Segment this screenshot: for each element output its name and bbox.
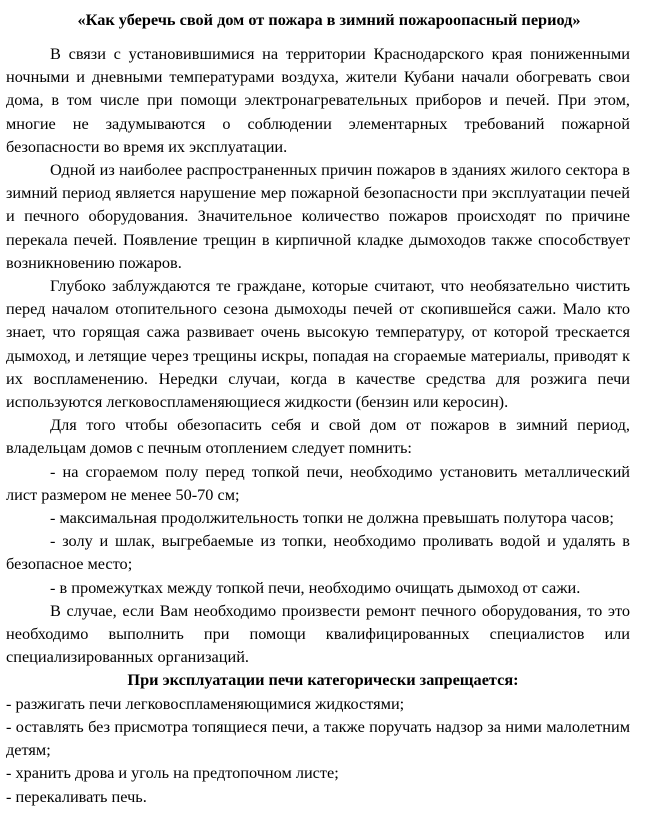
paragraph-causes: Одной из наиболее распространенных причин пожаров в зданиях жилого сектора в зимний период является нарушение мер пожарной безопасности при эксплуатации печей и печного оборудования. Значительное количество пожаров происходят по причине перекала печей. Появление трещин в кирпичной кладке дымоходов также способствует возникновению пожаров. — [6, 160, 630, 272]
rule-chimney: - в промежутках между топкой печи, необходимо очищать дымоход от сажи. — [50, 577, 581, 597]
paragraph-repair: В случае, если Вам необходимо произвести ремонт печного оборудования, то это необходимо выполнить при помощи квалифицированных специалистов или специализированных организаций. — [6, 600, 630, 667]
prohibited-item-liquids: - разжигать печи легковоспламеняющимися жидкостями; — [6, 693, 405, 713]
paragraph-soot: Глубоко заблуждаются те граждане, которые считают, что необязательно чистить перед началом отопительного сезона дымоходы печей от скопившейся сажи. Мало кто знает, что горящая сажа развивает очень высокую температуру, от которой трескается дымоход, и летящие через трещины искры, попадая на сгораемые материалы, приводят к их воспламенению. Нередки случаи, когда в качестве средства для розжига печи используются легковоспламеняющиеся жидкости (бензин или керосин). — [6, 276, 630, 412]
paragraph-remember: Для того чтобы обезопасить себя и свой дом от пожаров в зимний период, владельцам домов с печным отоплением следует помнить: — [6, 415, 630, 458]
rule-metal-sheet: - на сгораемом полу перед топкой печи, необходимо установить металлический лист размером не менее 50-70 см; — [6, 461, 630, 504]
prohibited-heading: При эксплуатации печи категорически запрещается: — [127, 670, 519, 690]
prohibited-item-unattended: - оставлять без присмотра топящиеся печи, а также поручать надзор за ними малолетним детям; — [6, 716, 630, 760]
prohibited-item-firewood: - хранить дрова и уголь на предтопочном листе; — [6, 763, 339, 783]
paragraph-intro: В связи с установившимися на территории Краснодарского края пониженными ночными и дневными температурами воздуха, жители Кубани начали обогревать свои дома, в том числе при помощи электронагревательных приборов и печей. При этом, многие не задумываются о соблюдении элементарных требований пожарной безопасности во время их эксплуатации. — [6, 44, 630, 156]
prohibited-item-overheat: - перекаливать печь. — [6, 786, 147, 806]
rule-ash: - золу и шлак, выгребаемые из топки, необходимо проливать водой и удалять в безопасное место; — [6, 531, 630, 574]
document-title: «Как уберечь свой дом от пожара в зимний пожароопасный период» — [77, 10, 581, 29]
rule-duration: - максимальная продолжительность топки не должна превышать полутора часов; — [50, 508, 614, 528]
